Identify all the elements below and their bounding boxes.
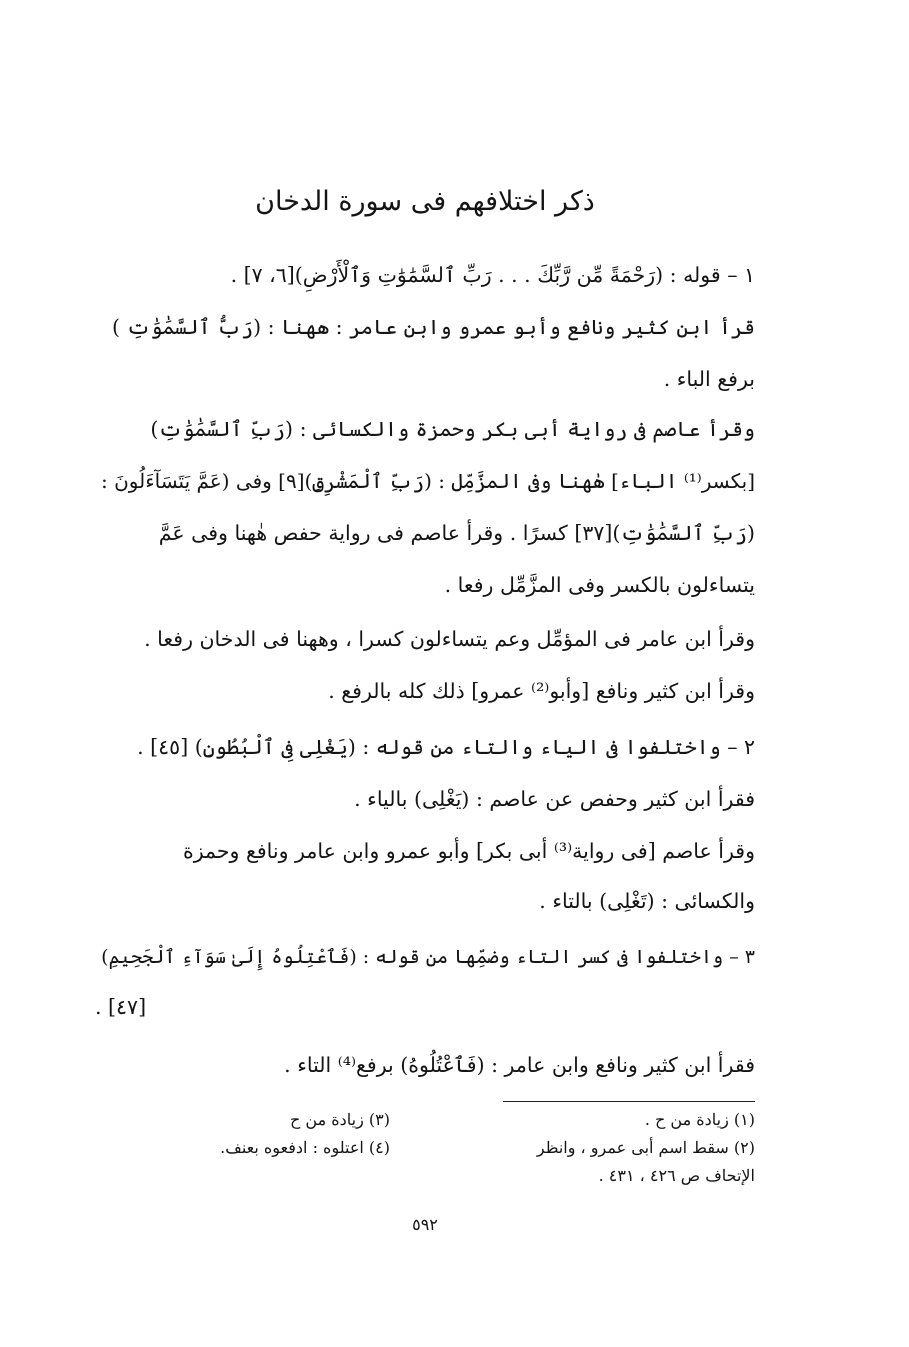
text-line: وقرأ ابن عامر فى المؤمِّل وعم يتساءلون كسرا ، وههنا فى الدخان رفعا . [144, 627, 755, 651]
footnote-divider [503, 1101, 755, 1102]
text-line: برفع الباء . [663, 367, 755, 391]
text-line: وقرأ عاصم [فى رواية⁽³⁾ أبى بكر] وأبو عمرو وابن عامر ونافع وحمزة [182, 839, 755, 863]
text-line: ٣ – واختلفوا فى كسر التاء وضمِّها من قوله : (فَٱعْتِلُوهُ إِلَىٰ سَوَآءِ ٱلْجَحِيمِ) [101, 946, 755, 968]
page-number: ٥٩٢ [412, 1215, 438, 1234]
text-line: [بكسر⁽¹⁾ الباء] هٰهنا وفى المزَّمِّل : (رَبِّ ٱلْمَشْرِقِ)[٩] وفى (عَمَّ يَتَسَآءَلُونَ : [100, 469, 755, 493]
footnote-2: (٢) سقط اسم أبى عمرو ، وانظر [536, 1138, 755, 1157]
text-line: قرأ ابن كثير ونافع وأبو عمرو وابن عامر : ههنا : (رَبُّ ٱلسَّمَٰوَٰتِ ) [111, 315, 755, 339]
footnote-2-continued: الإتحاف ص ٤٢٦ ، ٤٣١ . [598, 1166, 755, 1185]
footnote-3: (٣) زيادة من ح [290, 1110, 390, 1129]
text-line: وقرأ عاصم فى رواية أبى بكر وحمزة والكسائى : (رَبِّ ٱلسَّمَٰوَٰتِ) [150, 417, 755, 441]
book-page [95, 0, 755, 1347]
text-line: ٢ – واختلفوا فى الياء والتاء من قوله : (يَغْلِى فِى ٱلْبُطُونِ) [٤٥] . [137, 735, 755, 759]
text-line: (رَبِّ ٱلسَّمَٰوَٰتِ)[٣٧] كسرًا . وقرأ عاصم فى رواية حفص هٰهنا وفى عَمَّ [158, 521, 755, 545]
text-line: فقرأ ابن كثير وحفص عن عاصم : (يَغْلِى) بالياء . [354, 787, 755, 811]
text-line: فقرأ ابن كثير ونافع وابن عامر : (فَٱعْتُلُوهُ) برفع⁽⁴⁾ التاء . [284, 1053, 755, 1077]
text-line: والكسائى : (تَغْلِى) بالتاء . [539, 889, 755, 913]
footnote-1: (١) زيادة من ح . [644, 1110, 755, 1129]
chapter-title: ذكر اختلافهم فى سورة الدخان [255, 186, 595, 217]
text-line: ١ – قوله : (رَحْمَةً مِّن رَّبِّكَ . . . رَبِّ ٱلسَّمَٰوَٰتِ وَٱلْأَرْضِ)[٦، ٧] . [230, 263, 755, 287]
text-line: وقرأ ابن كثير ونافع [وأبو⁽²⁾ عمرو] ذلك كله بالرفع . [328, 679, 755, 703]
footnote-4: (٤) اعتلوه : ادفعوه بعنف. [220, 1138, 390, 1157]
text-line: يتساءلون بالكسر وفى المزَّمِّل رفعا . [444, 573, 755, 597]
text-line: [٤٧] . [95, 995, 147, 1019]
